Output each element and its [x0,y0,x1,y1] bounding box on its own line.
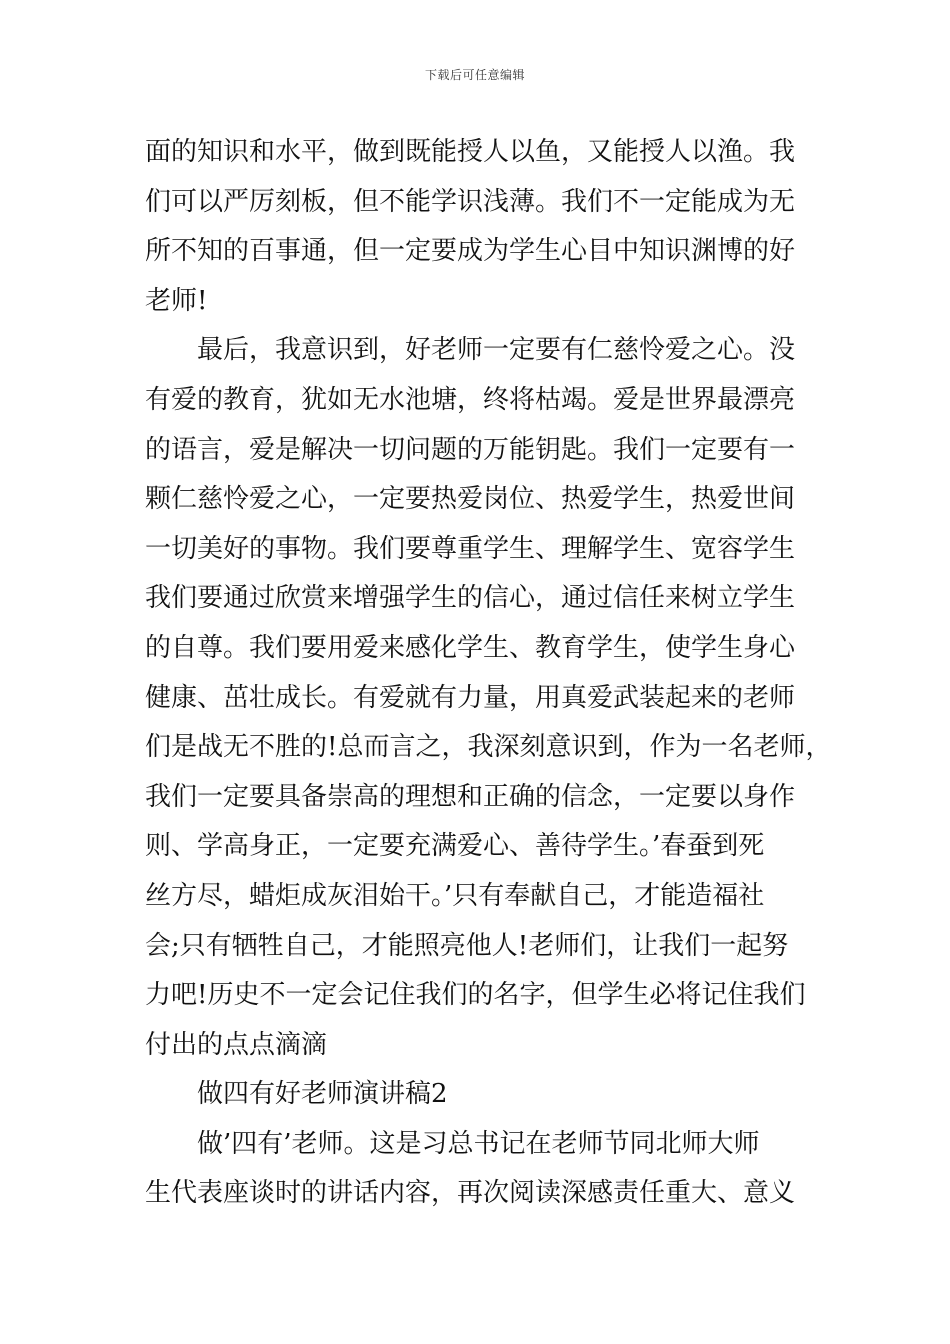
text-line: 们可以严厉刻板，但不能学识浅薄。我们不一定能成为无 [145,186,796,217]
text-line: 则、学高身正，一定要充满爱心、善待学生。’春蚕到死 [145,831,765,862]
text-line: 老师! [145,285,208,316]
text-line: 有爱的教育，犹如无水池塘，终将枯竭。爱是世界最漂亮 [145,384,796,415]
paragraph-start: 做’四有’老师。这是习总书记在老师节同北师大师 [197,1128,760,1159]
text-line: 颗仁慈怜爱之心，一定要热爱岗位、热爱学生，热爱世间 [145,484,796,515]
page-header: 下载后可任意编辑 [424,68,525,82]
text-line: 们是战无不胜的!总而言之，我深刻意识到，作为一名老师， [145,732,832,763]
document-body [145,128,832,1219]
text-line: 丝方尽，蜡炬成灰泪始干。’只有奉献自己，才能造福社 [145,880,765,911]
text-line: 健康、茁壮成长。有爱就有力量，用真爱武装起来的老师 [145,682,796,713]
text-line: 生代表座谈时的讲话内容，再次阅读深感责任重大、意义 [145,1178,796,1209]
section-heading: 做四有好老师演讲稿2 [197,1079,448,1110]
paragraph-start: 最后，我意识到，好老师一定要有仁慈怜爱之心。没 [197,335,796,366]
text-line: 力吧!历史不一定会记住我们的名字，但学生必将记住我们 [145,980,806,1011]
text-line: 面的知识和水平，做到既能授人以鱼，又能授人以渔。我 [145,137,796,167]
text-line: 所不知的百事通，但一定要成为学生心目中知识渊博的好 [145,236,796,267]
text-line: 一切美好的事物。我们要尊重学生、理解学生、宽容学生 [145,533,796,564]
text-line: 会;只有牺牲自己，才能照亮他人!老师们，让我们一起努 [145,930,789,961]
text-line: 的语言，爱是解决一切问题的万能钥匙。我们一定要有一 [145,434,796,465]
text-line: 我们要通过欣赏来增强学生的信心，通过信任来树立学生 [145,583,796,614]
text-line: 付出的点点滴滴 [145,1029,328,1060]
text-line: 的自尊。我们要用爱来感化学生、教育学生，使学生身心 [145,632,796,663]
text-line: 我们一定要具备崇高的理想和正确的信念，一定要以身作 [145,781,796,812]
